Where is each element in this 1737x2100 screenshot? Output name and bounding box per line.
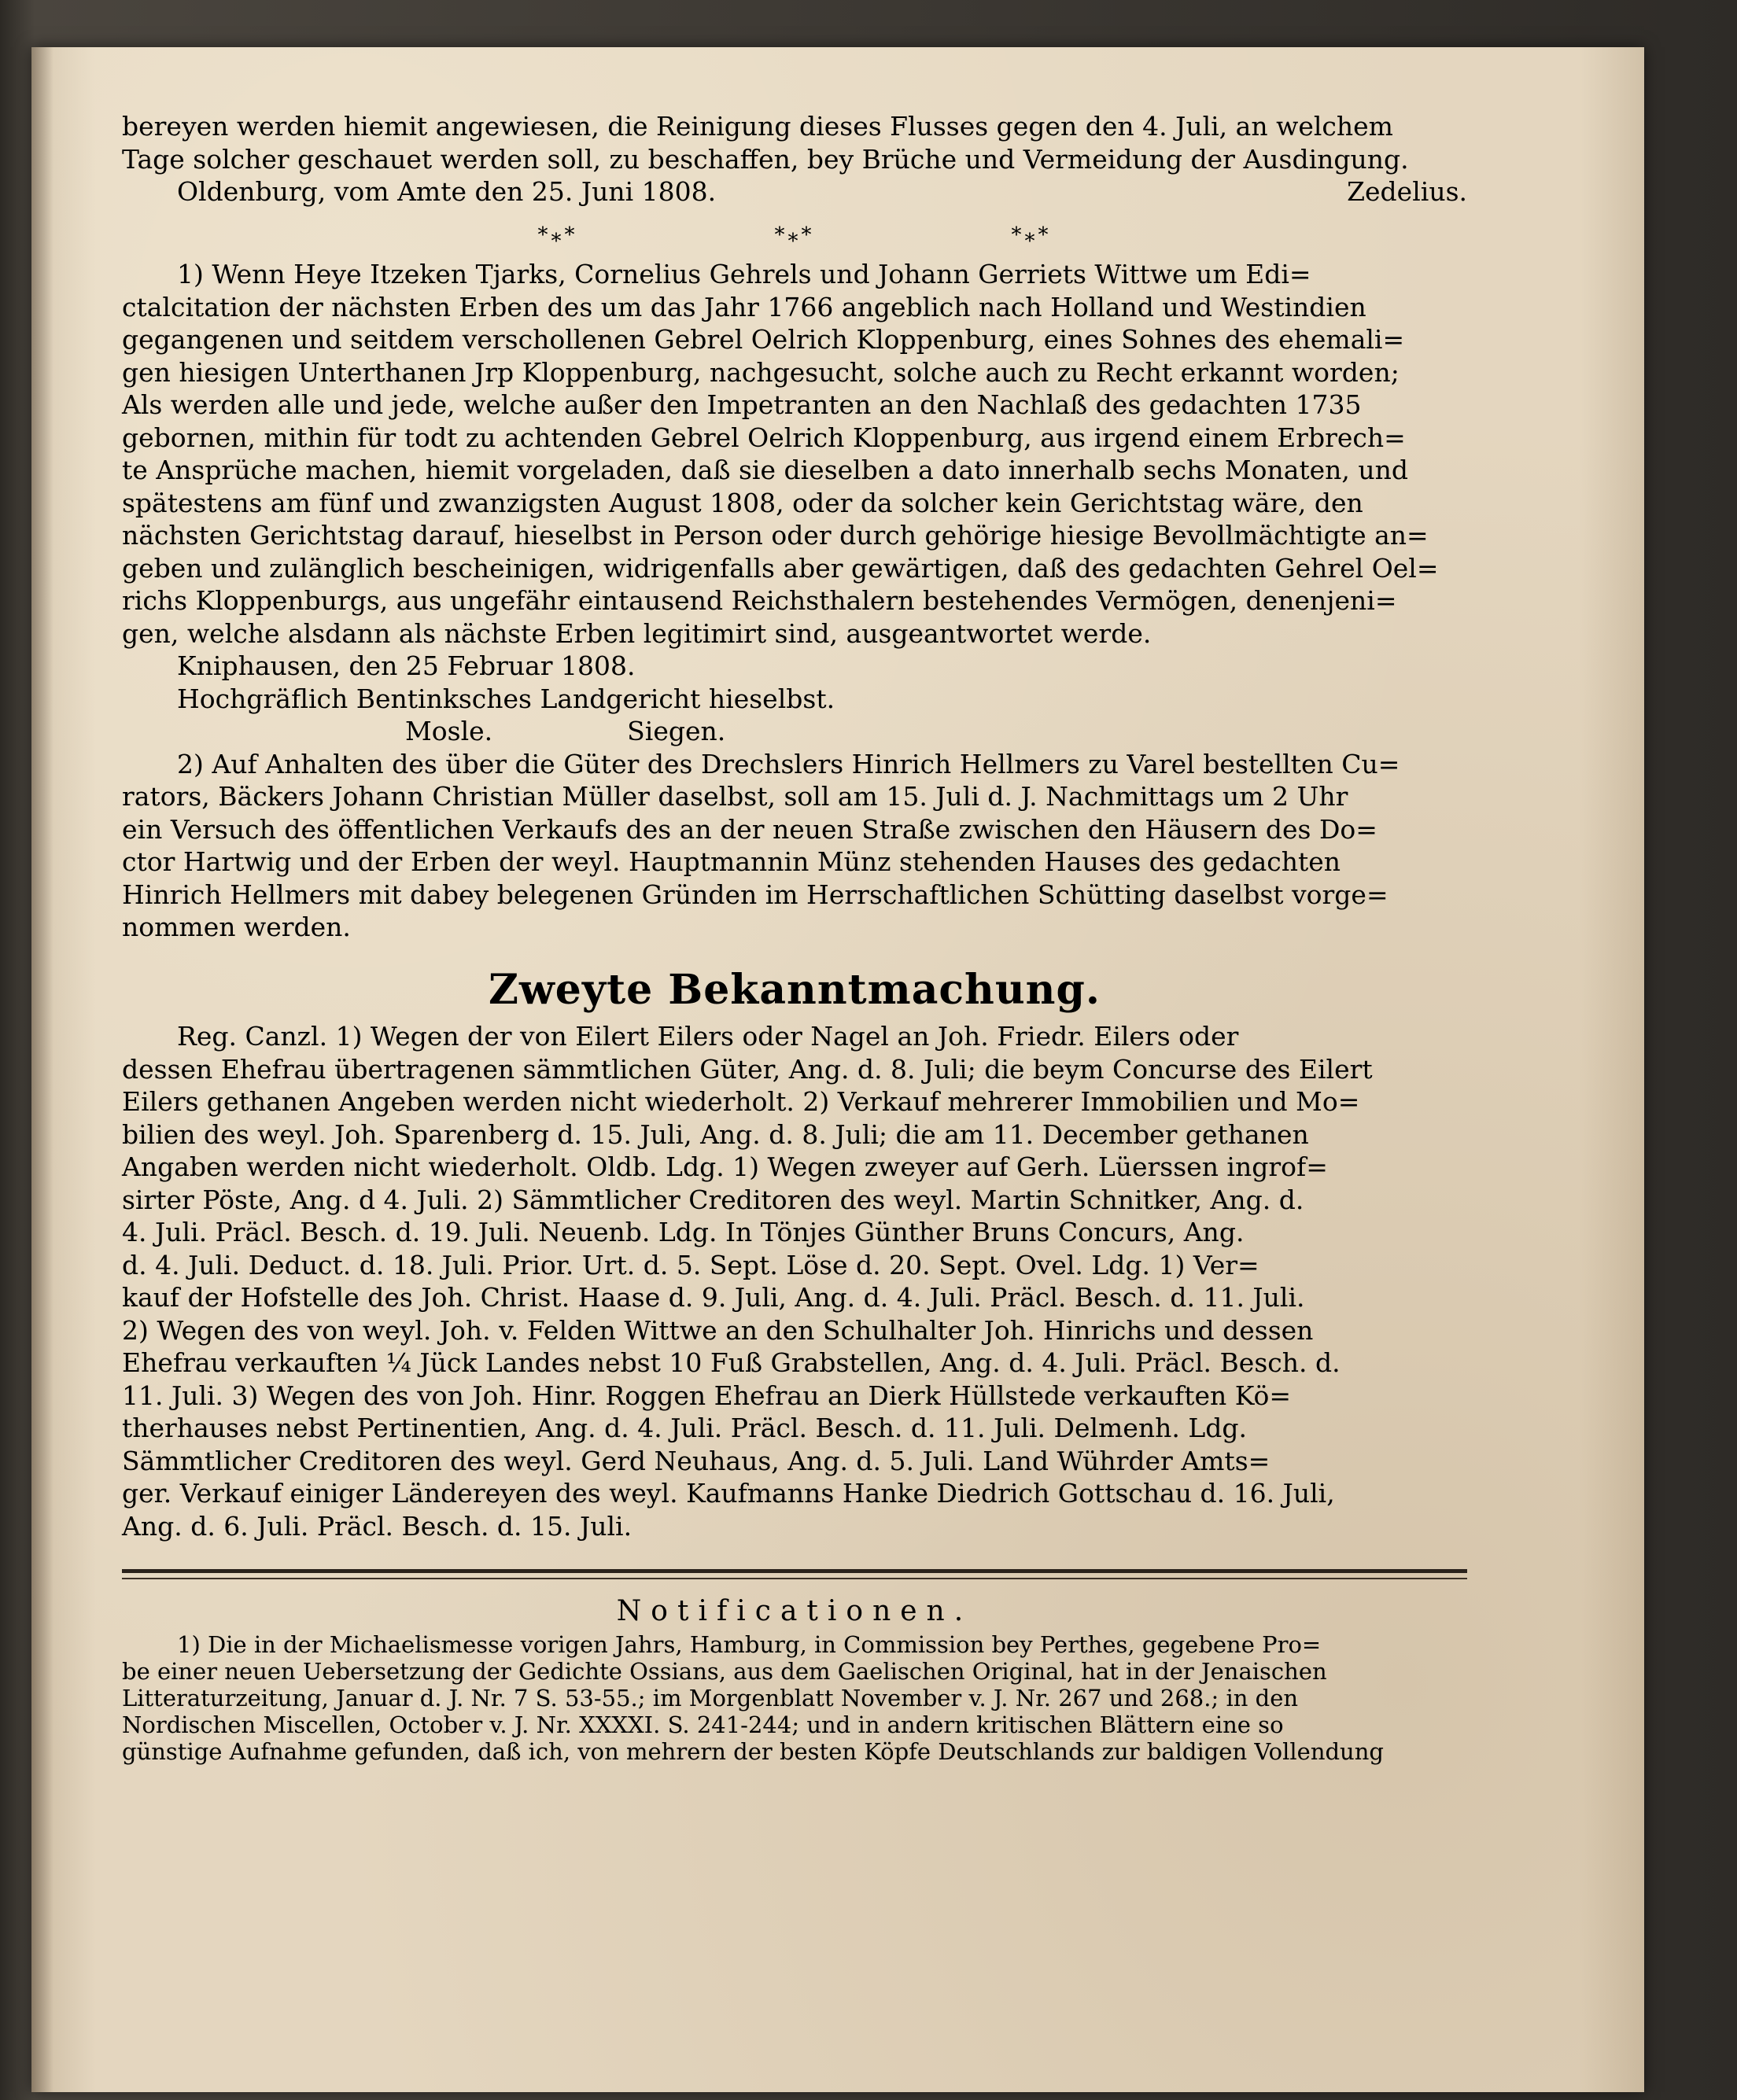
- text-line: gen hiesigen Unterthanen Jrp Kloppenburg, nachgesucht, solche auch zu Recht erkannt worden;: [122, 356, 1400, 388]
- text-line: ein Versuch des öffentlichen Verkaufs des an der neuen Straße zwischen den Häusern des Do=: [122, 813, 1377, 845]
- notifications-heading: Notificationen.: [616, 1595, 973, 1627]
- text-line: geben und zulänglich bescheinigen, widrigenfalls aber gewärtigen, daß des gedachten Gehrel Oel=: [122, 552, 1439, 584]
- text-line: Eilers gethanen Angeben werden nicht wiederholt. 2) Verkauf mehrerer Immobilien und Mo=: [122, 1086, 1360, 1117]
- text-line: Sämmtlicher Creditoren des weyl. Gerd Neuhaus, Ang. d. 5. Juli. Land Wührder Amts=: [122, 1445, 1270, 1476]
- page-content: [122, 110, 1467, 1765]
- notice-public-sale: [122, 748, 1467, 944]
- signature: Mosle.: [405, 716, 493, 746]
- text-line: günstige Aufnahme gefunden, daß ich, von mehrern der besten Köpfe Deutschlands zur baldigen Vollendung: [122, 1737, 1384, 1765]
- text-line: Als werden alle und jede, welche außer den Impetranten an den Nachlaß des gedachten 1735: [122, 389, 1362, 420]
- signature-row: [122, 715, 1467, 748]
- notice-edictal-citation: [122, 258, 1467, 748]
- text-line: nächsten Gerichtstag darauf, hieselbst in Person oder durch gehörige hiesige Bevollmächtigte an=: [122, 520, 1429, 551]
- text-line: kauf der Hofstelle des Joh. Christ. Haase d. 9. Juli, Ang. d. 4. Juli. Präcl. Besch. d. 11. Juli.: [122, 1282, 1305, 1313]
- text-line: te Ansprüche machen, hiemit vorgeladen, daß sie dieselben a dato innerhalb sechs Monaten, und: [122, 455, 1409, 485]
- text-line: gebornen, mithin für todt zu achtenden Gebrel Oelrich Kloppenburg, aus irgend einem Erbrech=: [122, 422, 1406, 453]
- text-line: be einer neuen Uebersetzung der Gedichte Ossians, aus dem Gaelischen Original, hat in der Jenaischen: [122, 1657, 1327, 1685]
- text-line: Ang. d. 6. Juli. Präcl. Besch. d. 15. Juli.: [122, 1510, 632, 1542]
- text-line: 1) Die in der Michaelismesse vorigen Jahrs, Hamburg, in Commission bey Perthes, gegebene Pro=: [177, 1630, 1322, 1658]
- text-line: nommen werden.: [122, 912, 351, 942]
- text-line: spätestens am fünf und zwanzigsten August 1808, oder da solcher kein Gerichtstag wäre, den: [122, 487, 1363, 518]
- text-line: 4. Juli. Präcl. Besch. d. 19. Juli. Neuenb. Ldg. In Tönjes Günther Bruns Concurs, Ang.: [122, 1217, 1245, 1247]
- page-gutter-shadow: [31, 47, 53, 2092]
- text-line: bereyen werden hiemit angewiesen, die Reinigung dieses Flusses gegen den 4. Juli, an welchem: [122, 111, 1393, 142]
- text-line: 1) Wenn Heye Itzeken Tjarks, Cornelius Gehrels und Johann Gerriets Wittwe um Edi=: [177, 259, 1311, 289]
- text-line: gegangenen und seitdem verschollenen Gebrel Oelrich Kloppenburg, eines Sohnes des ehemali=: [122, 324, 1405, 355]
- second-announcement-body: [122, 1020, 1467, 1542]
- text-line: 2) Wegen des von weyl. Joh. v. Felden Wittwe an den Schulhalter Joh. Hinrichs und dessen: [122, 1314, 1314, 1346]
- text-line: Ehefrau verkauften ¼ Jück Landes nebst 10 Fuß Grabstellen, Ang. d. 4. Juli. Präcl. Besch. d.: [122, 1347, 1341, 1378]
- text-line: Litteraturzeitung, Januar d. J. Nr. 7 S. 53-55.; im Morgenblatt November v. J. Nr. 267 und 268.; in den: [122, 1684, 1299, 1711]
- text-line: 11. Juli. 3) Wegen des von Joh. Hinr. Roggen Ehefrau an Dierk Hüllstede verkauften Kö=: [122, 1380, 1292, 1411]
- text-line: 2) Auf Anhalten des über die Güter des Drechslers Hinrich Hellmers zu Varel bestellten Cu=: [177, 748, 1400, 779]
- asterism: *⁎*: [537, 223, 578, 247]
- rule-thick: [122, 1569, 1467, 1573]
- text-line: bilien des weyl. Joh. Sparenberg d. 15. Juli, Ang. d. 8. Juli; die am 11. December gethanen: [122, 1118, 1309, 1150]
- rule-thin: [122, 1578, 1467, 1579]
- text-line: Nordischen Miscellen, October v. J. Nr. XXXXI. S. 241-244; und in andern kritischen Blättern eine so: [122, 1711, 1284, 1738]
- court-name: Hochgräflich Bentinksches Landgericht hieselbst.: [177, 683, 835, 714]
- section-river-cleaning: [122, 110, 1467, 208]
- text-line: ctalcitation der nächsten Erben des um das Jahr 1766 angeblich nach Holland und Westindien: [122, 291, 1366, 322]
- asterism-separator: [122, 219, 1467, 252]
- double-rule-divider: [122, 1569, 1467, 1579]
- text-line: richs Kloppenburgs, aus ungefähr eintausend Reichsthalern bestehendes Vermögen, denenjeni=: [122, 585, 1397, 616]
- text-line: dessen Ehefrau übertragenen sämmtlichen Güter, Ang. d. 8. Juli; die beym Concurse des Eilert: [122, 1053, 1373, 1085]
- signature: Zedelius.: [1347, 176, 1467, 207]
- place-date: Oldenburg, vom Amte den 25. Juni 1808.: [177, 176, 717, 207]
- asterism: *⁎*: [774, 223, 815, 247]
- signature-row: [122, 175, 1467, 208]
- text-line: gen, welche alsdann als nächste Erben legitimirt sind, ausgeantwortet werde.: [122, 617, 1152, 649]
- text-line: Reg. Canzl. 1) Wegen der von Eilert Eilers oder Nagel an Joh. Friedr. Eilers oder: [177, 1021, 1239, 1052]
- section-heading: Zweyte Bekanntmachung.: [489, 965, 1101, 1014]
- asterism: *⁎*: [1011, 223, 1052, 247]
- place-date: Kniphausen, den 25 Februar 1808.: [177, 650, 636, 681]
- signature: Siegen.: [627, 716, 726, 746]
- notifications-body: [122, 1631, 1467, 1765]
- text-line: d. 4. Juli. Deduct. d. 18. Juli. Prior. Urt. d. 5. Sept. Löse d. 20. Sept. Ovel. Ldg. 1) Ver=: [122, 1249, 1259, 1280]
- text-line: rators, Bäckers Johann Christian Müller daselbst, soll am 15. Juli d. J. Nachmittags um 2 Uhr: [122, 781, 1348, 812]
- text-line: ctor Hartwig und der Erben der weyl. Hauptmannin Münz stehenden Hauses des gedachten: [122, 846, 1341, 877]
- text-line: Angaben werden nicht wiederholt. Oldb. Ldg. 1) Wegen zweyer auf Gerh. Lüerssen ingrof=: [122, 1151, 1328, 1182]
- text-line: Tage solcher geschauet werden soll, zu beschaffen, bey Brüche und Vermeidung der Ausdingung.: [122, 143, 1409, 175]
- text-line: Hinrich Hellmers mit dabey belegenen Gründen im Herrschaftlichen Schütting daselbst vorge=: [122, 879, 1388, 910]
- text-line: therhauses nebst Pertinentien, Ang. d. 4. Juli. Präcl. Besch. d. 11. Juli. Delmenh. Ldg.: [122, 1413, 1248, 1443]
- text-line: ger. Verkauf einiger Ländereyen des weyl. Kaufmanns Hanke Diedrich Gottschau d. 16. Juli,: [122, 1478, 1335, 1509]
- text-line: sirter Pöste, Ang. d 4. Juli. 2) Sämmtlicher Creditoren des weyl. Martin Schnitker, Ang. d.: [122, 1184, 1304, 1215]
